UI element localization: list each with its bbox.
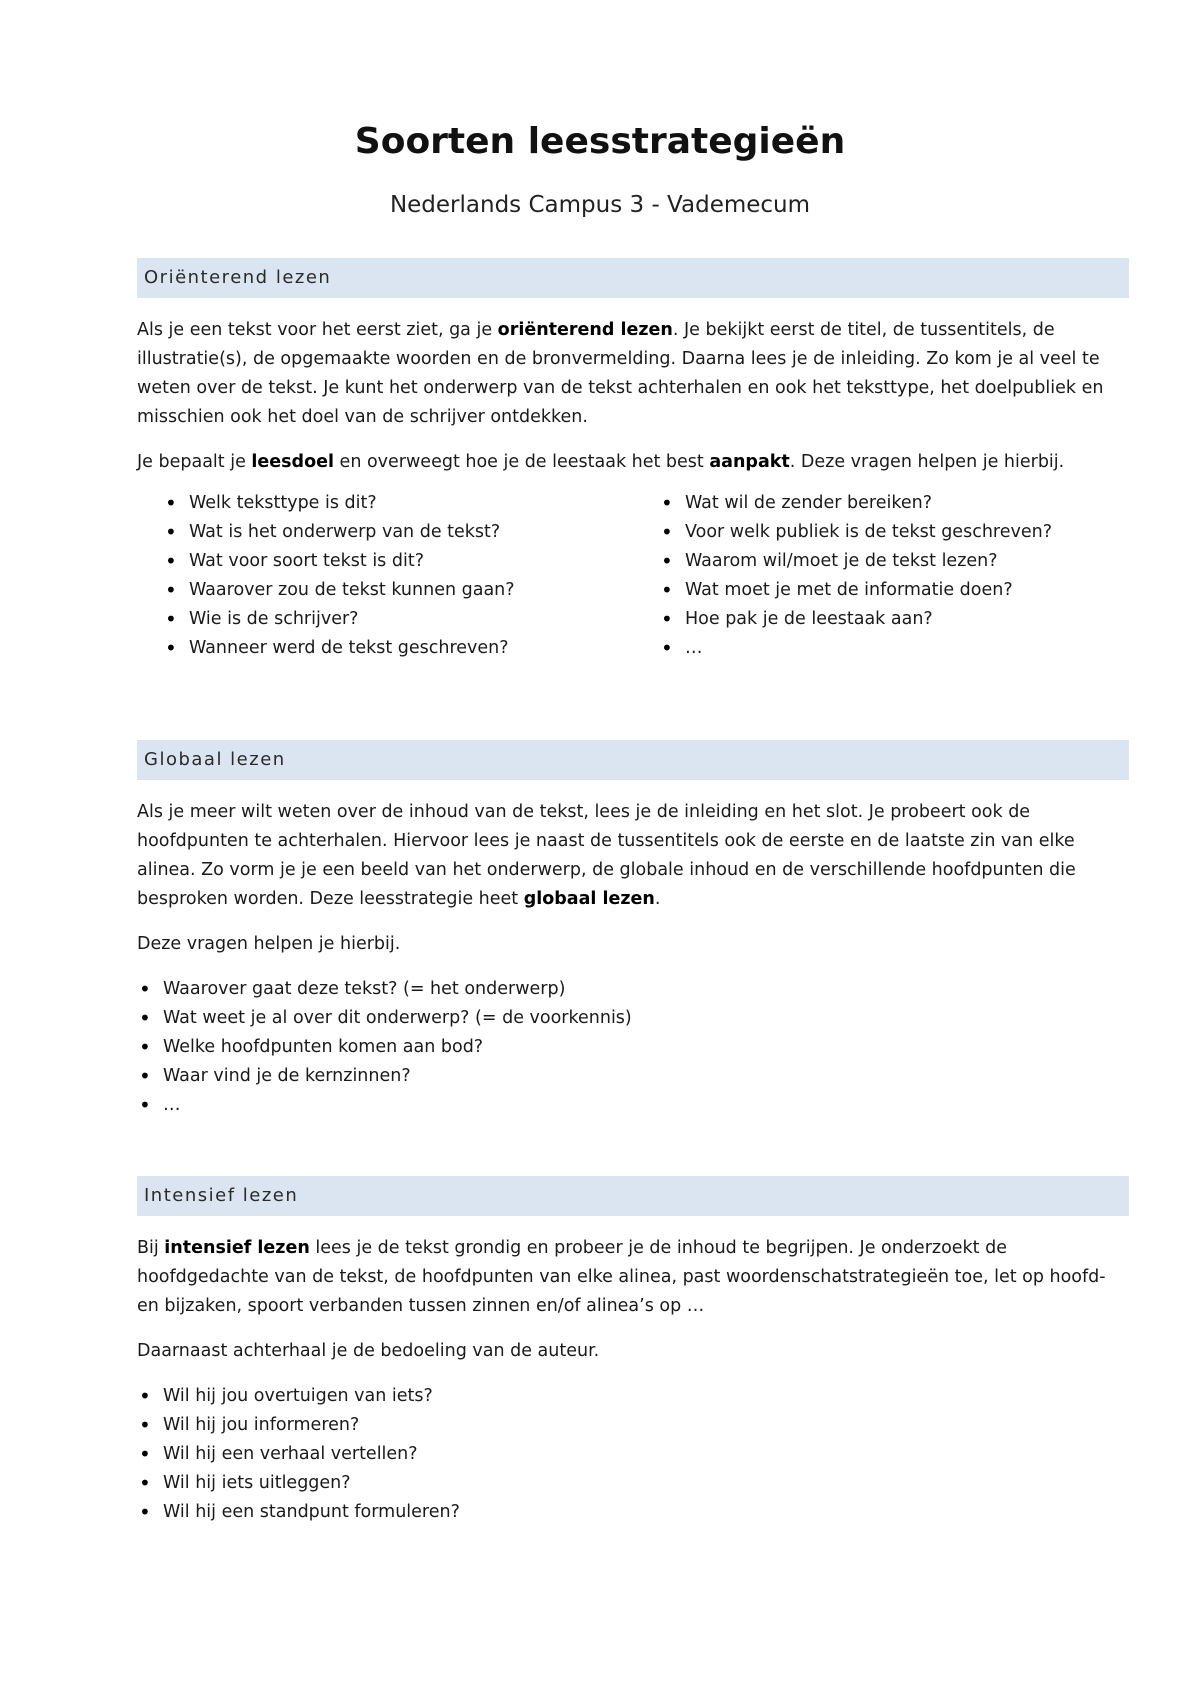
list-item: • Waarom wil/moet je de tekst lezen?	[633, 547, 1129, 576]
list-item: • Wat moet je met de informatie doen?	[633, 576, 1129, 605]
bold-term: oriënterend lezen	[497, 320, 673, 340]
list-item: • Voor welk publiek is de tekst geschreven?	[633, 518, 1129, 547]
paragraph: Deze vragen helpen je hierbij.	[137, 934, 401, 954]
question-list-right	[633, 489, 1129, 663]
question-list-left	[137, 489, 633, 663]
section-orienterend-lezen	[137, 258, 1129, 663]
bold-term: aanpakt	[709, 452, 790, 472]
page-title: Soorten leesstrategieën	[354, 121, 846, 162]
list-item: • Wat weet je al over dit onderwerp? (= de voorkennis)	[137, 1004, 1129, 1033]
list-item: • Welk teksttype is dit?	[137, 489, 633, 518]
list-item: • Welke hoofdpunten komen aan bod?	[137, 1033, 1129, 1062]
section-heading: Globaal lezen	[137, 740, 1129, 780]
list-item: • Wil hij een standpunt formuleren?	[137, 1498, 1129, 1527]
list-item: • Waar vind je de kernzinnen?	[137, 1062, 1129, 1091]
list-item: • Wat voor soort tekst is dit?	[137, 547, 633, 576]
paragraph: Je bepaalt je leesdoel en overweegt hoe je de leestaak het best aanpakt. Deze vragen helpen je hierbij.	[137, 452, 1065, 472]
list-item: • Wil hij jou informeren?	[137, 1411, 1129, 1440]
page-subtitle: Nederlands Campus 3 - Vademecum	[389, 192, 811, 218]
section-globaal-lezen	[137, 740, 1129, 1120]
bold-term: globaal lezen	[523, 889, 655, 909]
list-item: • Wil hij iets uitleggen?	[137, 1469, 1129, 1498]
bold-term: intensief lezen	[164, 1238, 310, 1258]
paragraph: Als je een tekst voor het eerst ziet, ga je oriënterend lezen. Je bekijkt eerst de titel, de tussentitels, de illustratie(s), de opgemaakte woorden en de bronvermelding. Daarna lees je de inleiding. Zo kom je al veel te weten over de tekst. Je kunt het onderwerp van de tekst achterhalen en ook het teksttype, het doelpubliek en misschien ook het doel van de schrijver ontdekken.	[137, 320, 1104, 427]
list-item: • Wat is het onderwerp van de tekst?	[137, 518, 633, 547]
section-heading: Oriënterend lezen	[137, 258, 1129, 298]
list-item: • Wat wil de zender bereiken?	[633, 489, 1129, 518]
list-item: • Wil hij jou overtuigen van iets?	[137, 1382, 1129, 1411]
section-intensief-lezen	[137, 1176, 1129, 1527]
bold-term: leesdoel	[251, 452, 334, 472]
paragraph: Daarnaast achterhaal je de bedoeling van de auteur.	[137, 1341, 600, 1361]
list-item: • Hoe pak je de leestaak aan?	[633, 605, 1129, 634]
list-item: • Waarover gaat deze tekst? (= het onderwerp)	[137, 975, 1129, 1004]
list-item: • Wanneer werd de tekst geschreven?	[137, 634, 633, 663]
paragraph: Bij intensief lezen lees je de tekst grondig en probeer je de inhoud te begrijpen. Je onderzoekt de hoofdgedachte van de tekst, de hoofdpunten van elke alinea, past woordenschatstrategieën toe, let op hoofd- en bijzaken, spoort verbanden tussen zinnen en/of alinea’s op …	[137, 1238, 1106, 1316]
list-item: • …	[633, 634, 1129, 663]
list-item: • Wie is de schrijver?	[137, 605, 633, 634]
list-item: • …	[137, 1091, 1129, 1120]
paragraph: Als je meer wilt weten over de inhoud van de tekst, lees je de inleiding en het slot. Je probeert ook de hoofdpunten te achterhalen. Hiervoor lees je naast de tussentitels ook de eerste en de laatste zin van elke alinea. Zo vorm je je een beeld van het onderwerp, de globale inhoud en de verschillende hoofdpunten die besproken worden. Deze leesstrategie heet globaal lezen.	[137, 802, 1076, 909]
question-columns	[137, 489, 1129, 663]
list-item: • Wil hij een verhaal vertellen?	[137, 1440, 1129, 1469]
question-list	[137, 1382, 1129, 1527]
question-list	[137, 975, 1129, 1120]
list-item: • Waarover zou de tekst kunnen gaan?	[137, 576, 633, 605]
section-heading: Intensief lezen	[137, 1176, 1129, 1216]
